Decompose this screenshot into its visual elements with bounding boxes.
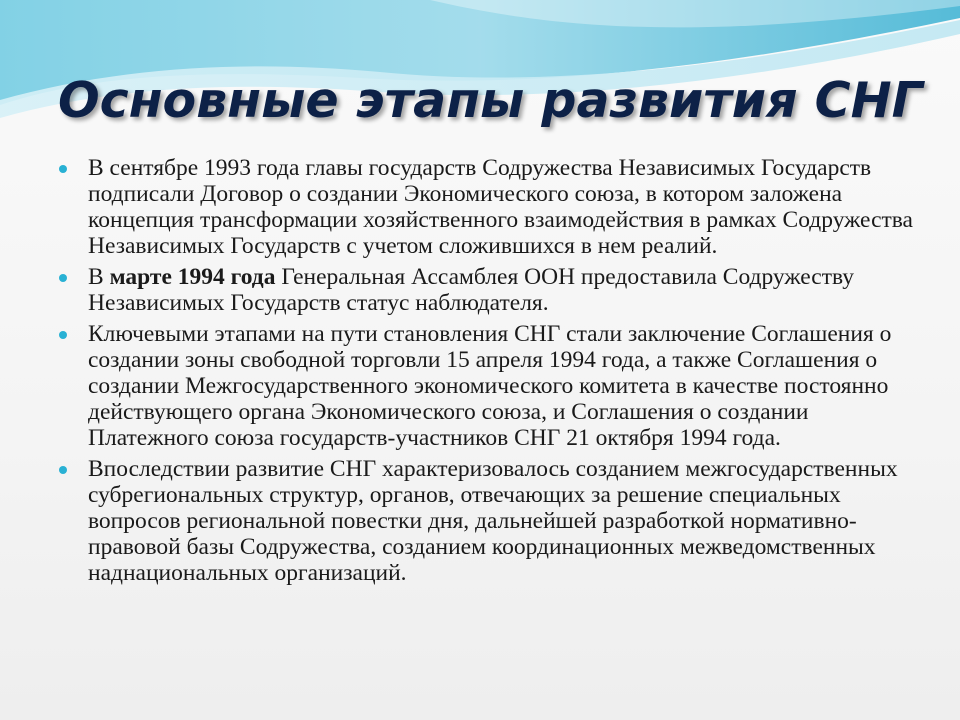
- bullet-text-prefix: В: [88, 264, 110, 290]
- bullet-item: [58, 155, 916, 259]
- bullet-text-bold-date: марте 1994 года: [109, 264, 276, 290]
- bullet-text: Впоследствии развитие СНГ характеризовалось созданием межгосударственных субрегиональных структур, органов, отвечающих за решение специальных вопросов региональной повестки дня, дальнейшей разработкой нормативно-правовой базы Содружества, созданием координационных межведомственных наднациональных организаций.: [88, 456, 898, 586]
- bullet-text: В сентябре 1993 года главы государств Содружества Независимых Государств подписали Договор о создании Экономического союза, в котором заложена концепция трансформации хозяйственного взаимодействия в рамках Содружества Независимых Государств с учетом сложившихся в нем реалий.: [88, 155, 913, 259]
- bullet-item: [58, 321, 916, 451]
- bullet-dot-icon: [59, 466, 67, 474]
- bullet-text-suffix: Генеральная Ассамблея ООН предоставила Содружеству Независимых Государств статус наблюдателя.: [88, 264, 855, 316]
- bullet-item: [58, 456, 916, 586]
- slide-title: Основные этапы развития СНГ: [58, 72, 923, 129]
- bullet-dot-icon: [59, 274, 67, 282]
- bullet-list: [58, 155, 916, 591]
- bullet-item: [58, 264, 916, 316]
- bullet-dot-icon: [59, 331, 67, 339]
- bullet-text: [88, 264, 854, 316]
- bullet-text: Ключевыми этапами на пути становления СНГ стали заключение Соглашения о создании зоны свободной торговли 15 апреля 1994 года, а также Соглашения о создании Межгосударственного экономического комитета в качестве постоянно действующего органа Экономического союза, и Соглашения о создании Платежного союза государств-участников СНГ 21 октября 1994 года.: [88, 321, 892, 451]
- bullet-dot-icon: [59, 165, 67, 173]
